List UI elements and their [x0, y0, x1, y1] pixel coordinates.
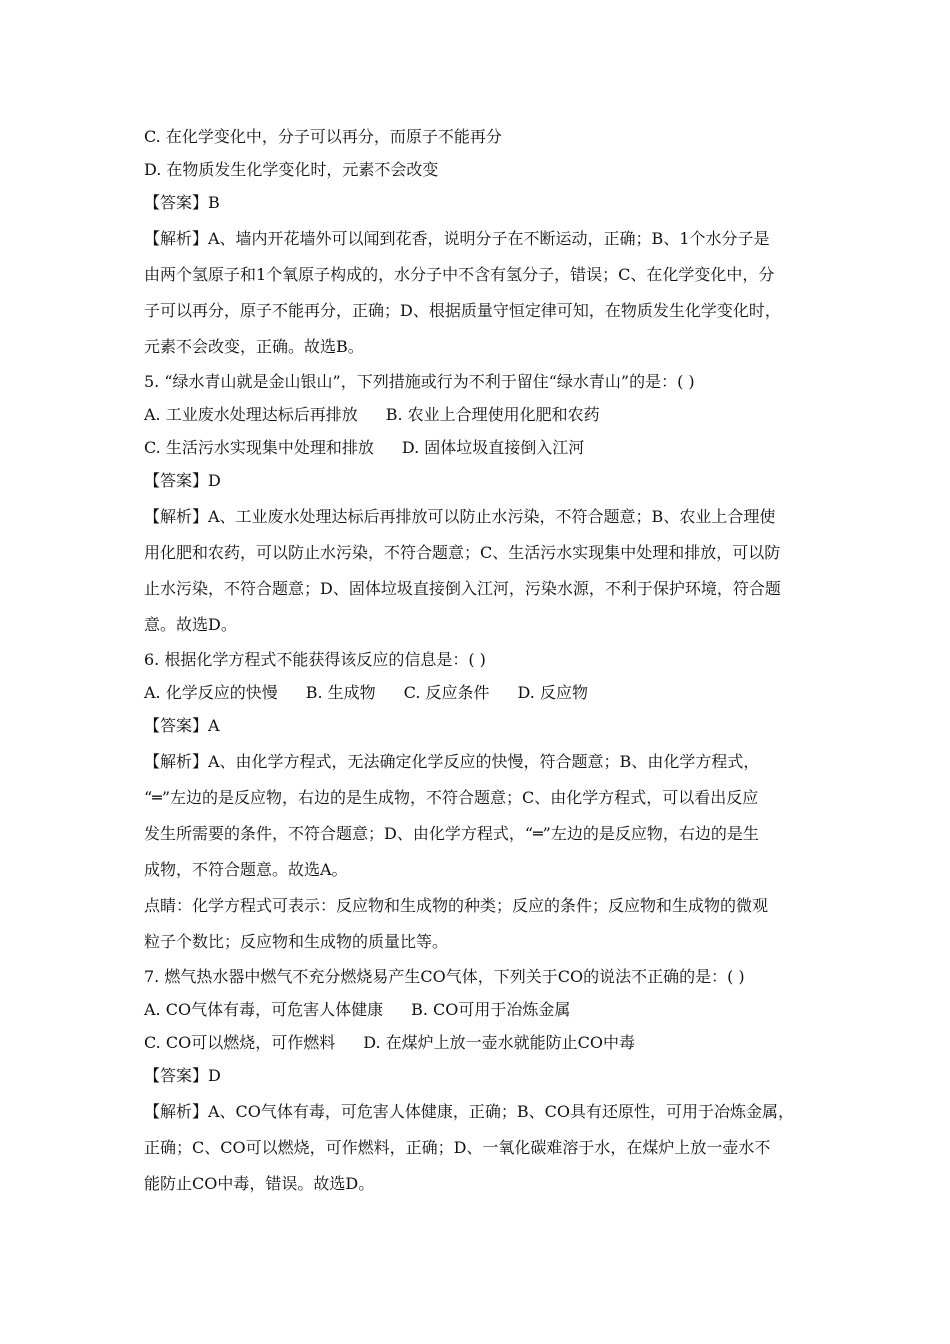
q6-stem: 6. 根据化学方程式不能获得该反应的信息是：( ) [144, 650, 486, 669]
q5-option-d: D. 固体垃圾直接倒入江河 [401, 438, 585, 457]
q5-analysis-line-1: 【解析】A、工业废水处理达标后再排放可以防止水污染，不符合题意；B、农业上合理使 [144, 507, 776, 526]
q7-option-a: A. CO气体有毒，可危害人体健康 [144, 1000, 384, 1019]
q6-analysis-line-4: 成物，不符合题意。故选A。 [144, 860, 348, 879]
q4-option-c: C. 在化学变化中，分子可以再分，而原子不能再分 [144, 127, 502, 146]
q6-analysis-line-3: 发生所需要的条件，不符合题意；D、由化学方程式，“═”左边的是反应物，右边的是生 [144, 824, 759, 843]
q5-option-c: C. 生活污水实现集中处理和排放 [144, 438, 374, 457]
q7-analysis-line-1: 【解析】A、CO气体有毒，可危害人体健康，正确；B、CO具有还原性，可用于冶炼金属， [144, 1102, 795, 1121]
q7-option-d: D. 在煤炉上放一壶水就能防止CO中毒 [363, 1033, 636, 1052]
q5-stem: 5. “绿水青山就是金山银山”，下列措施或行为不利于留住“绿水青山”的是：( ) [144, 372, 695, 391]
q4-analysis-line-1: 【解析】A、墙内开花墙外可以闻到花香，说明分子在不断运动，正确；B、1个水分子是 [144, 229, 770, 248]
q5-options-ab [144, 404, 814, 426]
q6-answer: 【答案】A [144, 716, 220, 735]
q4-analysis-line-4: 元素不会改变，正确。故选B。 [144, 337, 364, 356]
q7-answer: 【答案】D [144, 1066, 221, 1085]
q4-option-d: D. 在物质发生化学变化时，元素不会改变 [144, 160, 439, 179]
q7-analysis-line-2: 正确；C、CO可以燃烧，可作燃料，正确；D、一氧化碳难溶于水，在煤炉上放一壶水不 [144, 1138, 771, 1157]
q6-tip-line-2: 粒子个数比；反应物和生成物的质量比等。 [144, 932, 449, 951]
q6-option-b: B. 生成物 [305, 683, 376, 702]
q4-answer: 【答案】B [144, 193, 220, 212]
q7-options-cd [144, 1032, 814, 1054]
q5-analysis-line-2: 用化肥和农药，可以防止水污染，不符合题意；C、生活污水实现集中处理和排放，可以防 [144, 543, 781, 562]
q6-option-d: D. 反应物 [517, 683, 588, 702]
q6-option-c: C. 反应条件 [403, 683, 490, 702]
q6-tip-line-1: 点睛：化学方程式可表示：反应物和生成物的种类；反应的条件；反应物和生成物的微观 [144, 896, 769, 915]
q4-analysis-line-2: 由两个氢原子和1个氧原子构成的，水分子中不含有氢分子，错误；C、在化学变化中，分 [144, 265, 775, 284]
q6-option-a: A. 化学反应的快慢 [144, 683, 278, 702]
q7-option-b: B. CO可用于冶炼金属 [411, 1000, 571, 1019]
q7-analysis-line-3: 能防止CO中毒，错误。故选D。 [144, 1174, 375, 1193]
q5-options-cd [144, 437, 814, 459]
q7-options-ab [144, 999, 814, 1021]
q5-option-b: B. 农业上合理使用化肥和农药 [385, 405, 600, 424]
q7-stem: 7. 燃气热水器中燃气不充分燃烧易产生CO气体，下列关于CO的说法不正确的是：( ) [144, 967, 745, 986]
q5-option-a: A. 工业废水处理达标后再排放 [144, 405, 358, 424]
q6-analysis-line-2: “═”左边的是反应物，右边的是生成物，不符合题意；C、由化学方程式，可以看出反应 [144, 788, 759, 807]
q7-option-c: C. CO可以燃烧，可作燃料 [144, 1033, 336, 1052]
q5-analysis-line-4: 意。故选D。 [144, 615, 237, 634]
q4-analysis-line-3: 子可以再分，原子不能再分，正确；D、根据质量守恒定律可知，在物质发生化学变化时， [144, 301, 781, 320]
q5-analysis-line-3: 止水污染，不符合题意；D、固体垃圾直接倒入江河，污染水源，不利于保护环境，符合题 [144, 579, 781, 598]
q6-options [144, 682, 814, 704]
q5-answer: 【答案】D [144, 471, 221, 490]
q6-analysis-line-1: 【解析】A、由化学方程式，无法确定化学反应的快慢，符合题意；B、由化学方程式， [144, 752, 760, 771]
